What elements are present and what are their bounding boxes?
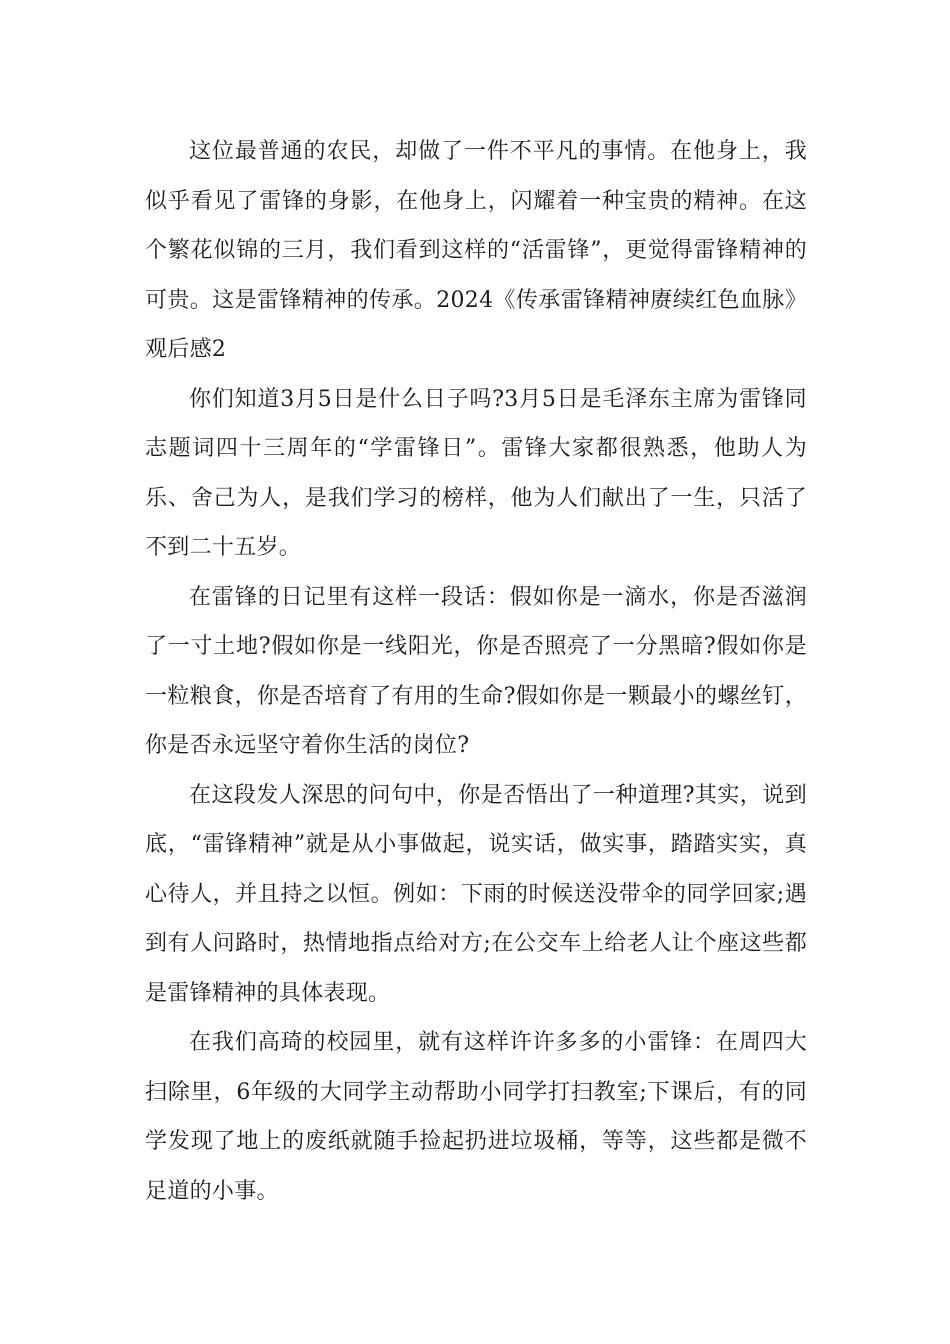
document-body — [145, 127, 807, 1216]
paragraph-3: 在雷锋的日记里有这样一段话：假如你是一滴水，你是否滋润了一寸土地?假如你是一线阳光，你是否照亮了一分黑暗?假如你是一粒粮食，你是否培育了有用的生命?假如你是一颗最小的螺丝钉，你是否永远坚守着你生活的岗位? — [145, 584, 807, 758]
paragraph-4: 在这段发人深思的问句中，你是否悟出了一种道理?其实，说到底，“雷锋精神”就是从小事做起，说实话，做实事，踏踏实实，真心待人，并且持之以恒。例如：下雨的时候送没带伞的同学回家;遇到有人问路时，热情地指点给对方;在公交车上给老人让个座这些都是雷锋精神的具体表现。 — [145, 782, 807, 1006]
paragraph-5: 在我们高琦的校园里，就有这样许许多多的小雷锋：在周四大扫除里，6年级的大同学主动帮助小同学打扫教室;下课后，有的同学发现了地上的废纸就随手捡起扔进垃圾桶，等等，这些都是微不足道的小事。 — [145, 1030, 807, 1204]
paragraph-2: 你们知道3月5日是什么日子吗?3月5日是毛泽东主席为雷锋同志题词四十三周年的“学雷锋日”。雷锋大家都很熟悉，他助人为乐、舍己为人，是我们学习的榜样，他为人们献出了一生，只活了不到二十五岁。 — [145, 386, 807, 560]
paragraph-1: 这位最普通的农民，却做了一件不平凡的事情。在他身上，我似乎看见了雷锋的身影，在他身上，闪耀着一种宝贵的精神。在这个繁花似锦的三月，我们看到这样的“活雷锋”，更觉得雷锋精神的可贵。这是雷锋精神的传承。2024《传承雷锋精神赓续红色血脉》观后感2 — [145, 139, 807, 362]
